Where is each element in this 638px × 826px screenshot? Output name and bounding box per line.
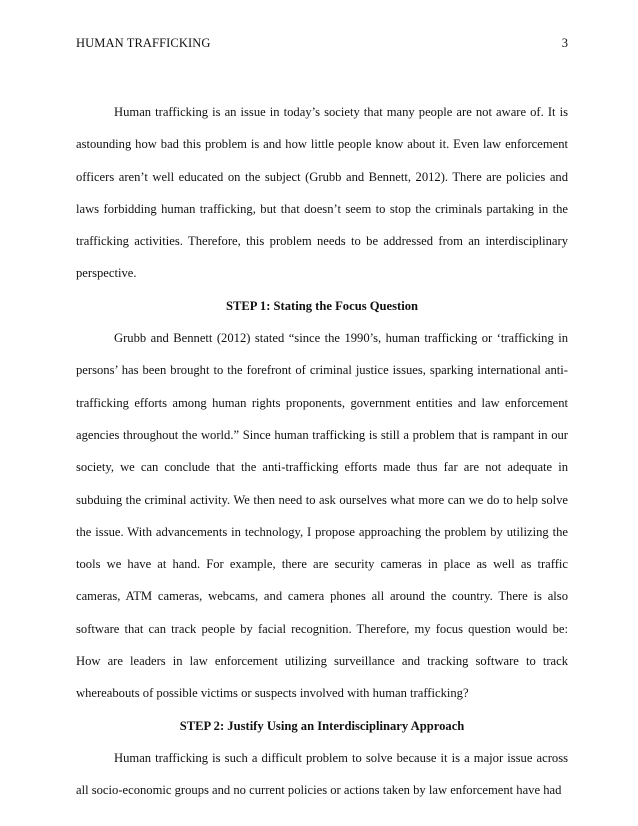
page-number: 3 bbox=[561, 36, 568, 50]
section-heading-step-2: STEP 2: Justify Using an Interdisciplinary Approach bbox=[179, 718, 465, 733]
paragraph-focus-question: Grubb and Bennett (2012) stated “since the 1990’s, human trafficking or ‘trafficking in persons’ has been brought to the forefront of criminal justice issues, sparking international anti-trafficking efforts among human rights proponents, government entities and law enforcement agencies throughout the world.” Since human trafficking is still a problem that is rampant in our society, we can conclude that the anti-trafficking efforts made thus far are not adequate in subduing the criminal activity. We then need to ask ourselves what more can we do to help solve the issue. With advancements in technology, I propose approaching the problem by utilizing the tools we have at hand. For example, there are security cameras in place as well as traffic cameras, ATM cameras, webcams, and camera phones all around the country. There is also software that can track people by facial recognition. Therefore, my focus question would be: How are leaders in law enforcement utilizing surveillance and tracking software to track whereabouts of possible victims or suspects involved with human trafficking? bbox=[76, 331, 568, 701]
section-heading-step-1: STEP 1: Stating the Focus Question bbox=[225, 298, 419, 313]
paragraph-intro: Human trafficking is an issue in today’s society that many people are not aware of. It is astounding how bad this problem is and how little people know about it. Even law enforcement officers aren’t well educated on the subject (Grubb and Bennett, 2012). There are policies and laws forbidding human trafficking, but that doesn’t seem to stop the criminals partaking in the trafficking activities. Therefore, this problem needs to be addressed from an interdisciplinary perspective. bbox=[76, 105, 568, 281]
body-text bbox=[76, 96, 568, 807]
paragraph-justification: Human trafficking is such a difficult problem to solve because it is a major issue across all socio-economic groups and no current policies or actions taken by law enforcement have had bbox=[76, 750, 568, 798]
running-head: HUMAN TRAFFICKING bbox=[76, 36, 211, 50]
